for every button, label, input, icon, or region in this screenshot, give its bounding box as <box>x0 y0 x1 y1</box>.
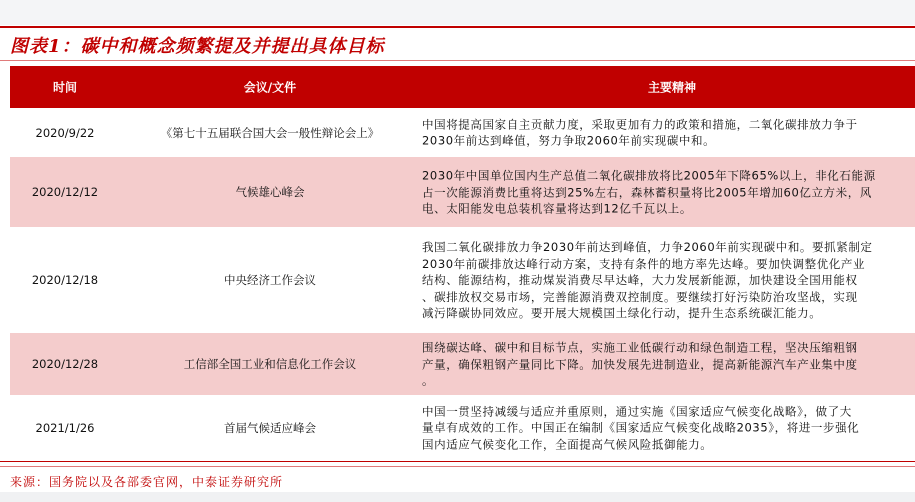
row-spirit <box>422 116 915 149</box>
spirit-line: 量卓有成效的工作。中国正在编制《国家适应气候变化战略2035》，将进一步强化 <box>422 420 860 435</box>
spirit-line: 、碳排放权交易市场，完善能源消费双控制度。要继续打好污染防治攻坚战，实现 <box>422 289 858 304</box>
bottom-bar <box>0 492 915 502</box>
spirit-line: 占一次能源消费比重将达到25%左右，森林蓄积量将比2005年增加60亿立方米，风 <box>422 184 872 199</box>
row-meeting: 工信部全国工业和信息化工作会议 <box>183 357 357 371</box>
policy-table <box>10 66 915 460</box>
spirit-line: 2030年中国单位国内生产总值二氧化碳排放将比2005年下降65%以上，非化石能源 <box>422 168 876 183</box>
table-header <box>10 66 915 108</box>
row-time: 2020/12/12 <box>31 185 99 199</box>
table-row <box>10 157 915 227</box>
row-time: 2020/12/18 <box>31 273 99 287</box>
row-meeting: 《第七十五届联合国大会一般性辩论会上》 <box>160 125 380 140</box>
spirit-line: 。 <box>422 373 435 388</box>
header-spirit: 主要精神 <box>647 80 696 95</box>
spirit-line: 2030年前碳排放达峰行动方案，支持有条件的地方率先达峰。要加快调整优化产业 <box>422 256 866 271</box>
spirit-line: 结构、能源结构，推动煤炭消费尽早达峰，大力发展新能源，加快建设全国用能权 <box>422 272 858 287</box>
top-bar <box>0 0 915 25</box>
spirit-line: 电、太阳能发电总装机容量将达到12亿千瓦以上。 <box>422 201 692 216</box>
row-spirit <box>422 339 915 389</box>
spirit-line: 国内适应气候变化工作，全面提高气候风险抵御能力。 <box>422 436 713 451</box>
bottom-divider <box>0 461 915 462</box>
header-time: 时间 <box>52 80 77 95</box>
row-spirit <box>422 167 915 217</box>
header-meeting: 会议/文件 <box>243 80 297 95</box>
table-row <box>10 227 915 333</box>
row-time: 2020/12/28 <box>31 357 99 371</box>
spirit-line: 中国一贯坚持减缓与适应并重原则，通过实施《国家适应气候变化战略》，做了大 <box>422 403 852 418</box>
spirit-line: 产量，确保粗钢产量同比下降。加快发展先进制造业，提高新能源汽车产业集中度 <box>422 356 858 371</box>
spirit-line: 我国二氧化碳排放力争2030年前达到峰值，力争2060年前实现碳中和。要抓紧制定 <box>422 239 873 254</box>
row-meeting: 首届气候适应峰会 <box>224 420 316 435</box>
spirit-line: 减污降碳协同效应。要开展大规模国土绿化行动，提升生态系统碳汇能力。 <box>422 305 822 320</box>
bottom-thin-divider <box>0 466 915 467</box>
figure-title: 图表1：碳中和概念频繁提及并提出具体目标 <box>10 36 385 57</box>
spirit-line: 2030年前达到峰值，努力争取2060年前实现碳中和。 <box>422 133 716 148</box>
spirit-line: 中国将提高国家自主贡献力度，采取更加有力的政策和措施，二氧化碳排放力争于 <box>422 117 858 131</box>
row-spirit <box>422 239 915 322</box>
row-time: 2021/1/26 <box>35 420 95 435</box>
spirit-line: 围绕碳达峰、碳中和目标节点，实施工业低碳行动和绿色制造工程，坚决压缩粗钢 <box>422 340 858 355</box>
table-row <box>10 395 915 460</box>
table-row <box>10 108 915 157</box>
top-divider <box>0 26 915 28</box>
row-meeting: 中央经济工作会议 <box>224 273 316 287</box>
row-meeting: 气候雄心峰会 <box>235 185 305 199</box>
row-spirit <box>422 403 915 453</box>
table-row <box>10 333 915 395</box>
title-divider <box>0 60 915 61</box>
source-note: 来源：国务院以及各部委官网，中泰证券研究所 <box>10 475 284 489</box>
row-time: 2020/9/22 <box>35 125 95 140</box>
